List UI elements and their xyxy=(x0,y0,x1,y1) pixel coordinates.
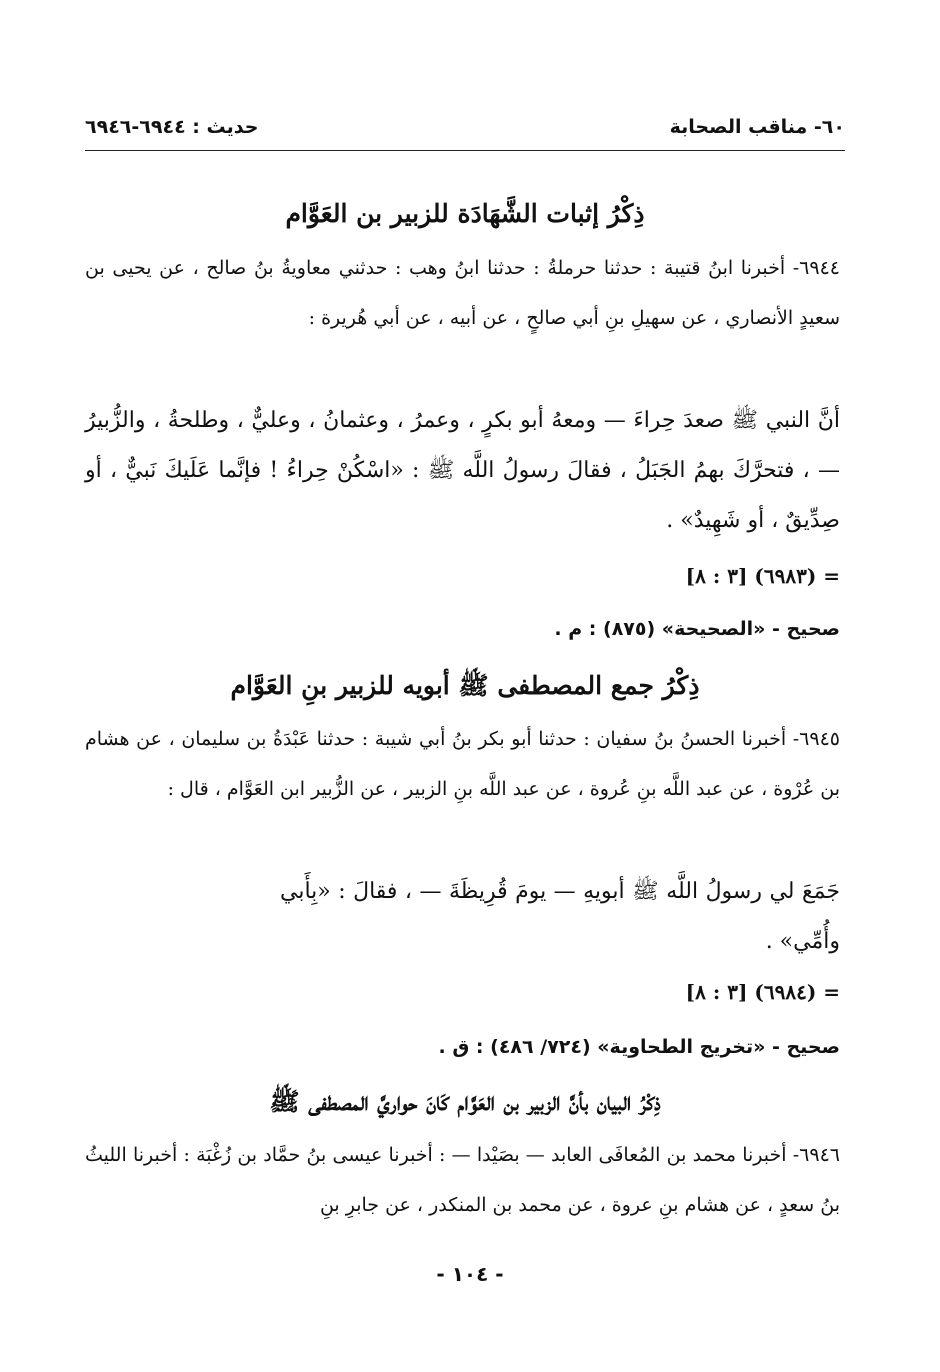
isnad-6946: ٦٩٤٦- أخبرنا محمد بن المُعافَى العابد — بصَيْدا — : أخبرنا عيسى بنُ حمَّاد بن زُغْبَة : أخبرنا الليثُ بنُ سعدٍ ، عن هشام بنِ عروة ، عن محمد بن المنكدر ، عن جابرِ بنِ xyxy=(85,1144,840,1216)
isnad-6944: ٦٩٤٤- أخبرنا ابنُ قتيبة : حدثنا حرملةُ : حدثنا ابنُ وهب : حدثني معاويةُ بنُ صالح ، عن يحيى بن سعيدٍ الأنصاري ، عن سهيلِ بنِ أبي صالحٍ ، عن أبيه ، عن أبي هُريرة : xyxy=(85,257,840,329)
running-header xyxy=(85,112,845,146)
chapter-title: ٦٠- مناقب الصحابة xyxy=(669,116,845,138)
matn-6944: أنَّ النبي ﷺ صعدَ حِراءَ — ومعهُ أبو بكرٍ ، وعمرُ ، وعثمانُ ، وعليٌّ ، وطلحةُ ، والزُّبيرُ — ، فتحرَّكَ بهمُ الجَبَلُ ، فقالَ رسولُ اللَّه ﷺ : «اسْكُنْ حِراءُ ! فإنَّما عَلَيكَ نَبيٌّ ، أو صِدِّيقٌ ، أو شَهِيدٌ» . xyxy=(85,408,840,533)
hadith-range: حديث : ٦٩٤٤-٦٩٤٦ xyxy=(85,116,259,138)
isnad-6945: ٦٩٤٥- أخبرنا الحسنُ بنُ سفيان : حدثنا أبو بكر بنُ أبي شيبة : حدثنا عَبْدَةُ بن سليمان ، عن هشام بن عُرْوة ، عن عبد اللَّه بنِ عُروة ، عن عبد اللَّه بنِ الزبير ، عن الزُّبير ابن العَوَّام ، قال : xyxy=(85,728,840,800)
section-heading-3: ذِكْرُ البيان بأنَّ الزبير بن العَوَّام كَانَ حواريَّ المصطفى ﷺ xyxy=(269,1087,661,1116)
cross-reference-6945: = (٦٩٨٤) [٣ : ٨] xyxy=(685,980,840,1004)
grading-6944: صحيح - «الصحيحة» (٨٧٥) : م . xyxy=(554,618,840,640)
section-heading-1: ذِكْرُ إثبات الشَّهَادَة للزبير بن العَوَّام xyxy=(285,199,645,228)
page-number: - ١٠٤ - xyxy=(436,1262,504,1286)
grading-6945: صحيح - «تخريج الطحاوية» (٧٢٤/ ٤٨٦) : ق . xyxy=(438,1036,840,1058)
cross-reference-6944: = (٦٩٨٣) [٣ : ٨] xyxy=(685,564,840,588)
header-divider xyxy=(85,150,845,151)
matn-6945: جَمَعَ لي رسولُ اللَّه ﷺ أبويهِ — يومَ قُرِيظَةَ — ، فقالَ : «بِأَبي وأُمِّي» . xyxy=(280,879,840,954)
section-heading-2: ذِكْرُ جمع المصطفى ﷺ أبويه للزبير بنِ العَوَّام xyxy=(230,671,700,700)
